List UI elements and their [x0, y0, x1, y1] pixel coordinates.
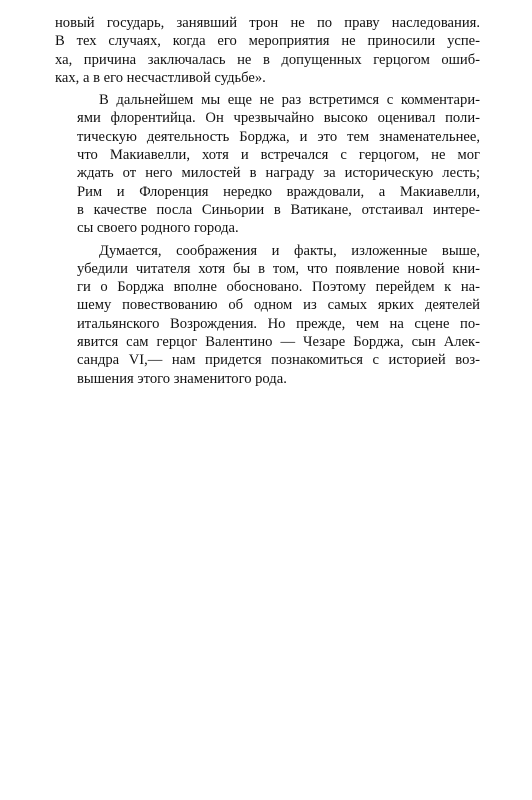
text-line: сандра VI,— нам придется познакомиться с историей воз-	[77, 352, 480, 369]
paragraph-2	[55, 91, 480, 237]
text-line: вышения этого знаменитого рода.	[77, 370, 287, 387]
text-line: в качестве посла Синьории в Ватикане, отстаивал интере-	[77, 201, 480, 218]
text-line: В дальнейшем мы еще не раз встретимся с комментари-	[99, 92, 480, 109]
text-line: Рим и Флоренция нередко враждовали, а Макиавелли,	[77, 183, 480, 200]
text-line: ги о Борджа вполне обосновано. Поэтому перейдем к на-	[77, 279, 480, 296]
paragraph-1	[55, 14, 480, 87]
text-line: Думается, соображения и факты, изложенные выше,	[99, 242, 480, 259]
text-line: итальянского Возрождения. Но прежде, чем на сцене по-	[77, 315, 480, 332]
text-line: явится сам герцог Валентино — Чезаре Борджа, сын Алек-	[77, 334, 480, 351]
text-line: ха, причина заключалась не в допущенных герцогом ошиб-	[55, 51, 480, 68]
text-line: сы своего родного города.	[77, 220, 239, 237]
text-line: ках, а в его несчастливой судьбе».	[55, 69, 266, 86]
text-line: ждать от него милостей в награду за историческую лесть;	[77, 165, 480, 182]
text-line: В тех случаях, когда его мероприятия не приносили успе-	[55, 33, 480, 50]
paragraph-3	[55, 242, 480, 388]
text-line: что Макиавелли, хотя и встречался с герцогом, не мог	[77, 147, 480, 164]
text-line: ями флорентийца. Он чрезвычайно высоко оценивал поли-	[77, 110, 480, 127]
text-line: тическую деятельность Борджа, и это тем знаменательнее,	[77, 128, 480, 145]
text-line: убедили читателя хотя бы в том, что появление новой кни-	[77, 260, 480, 277]
text-line: новый государь, занявший трон не по праву наследования.	[55, 15, 480, 31]
page-text	[55, 14, 480, 388]
text-line: шему повествованию об одном из самых ярких деятелей	[77, 297, 480, 314]
